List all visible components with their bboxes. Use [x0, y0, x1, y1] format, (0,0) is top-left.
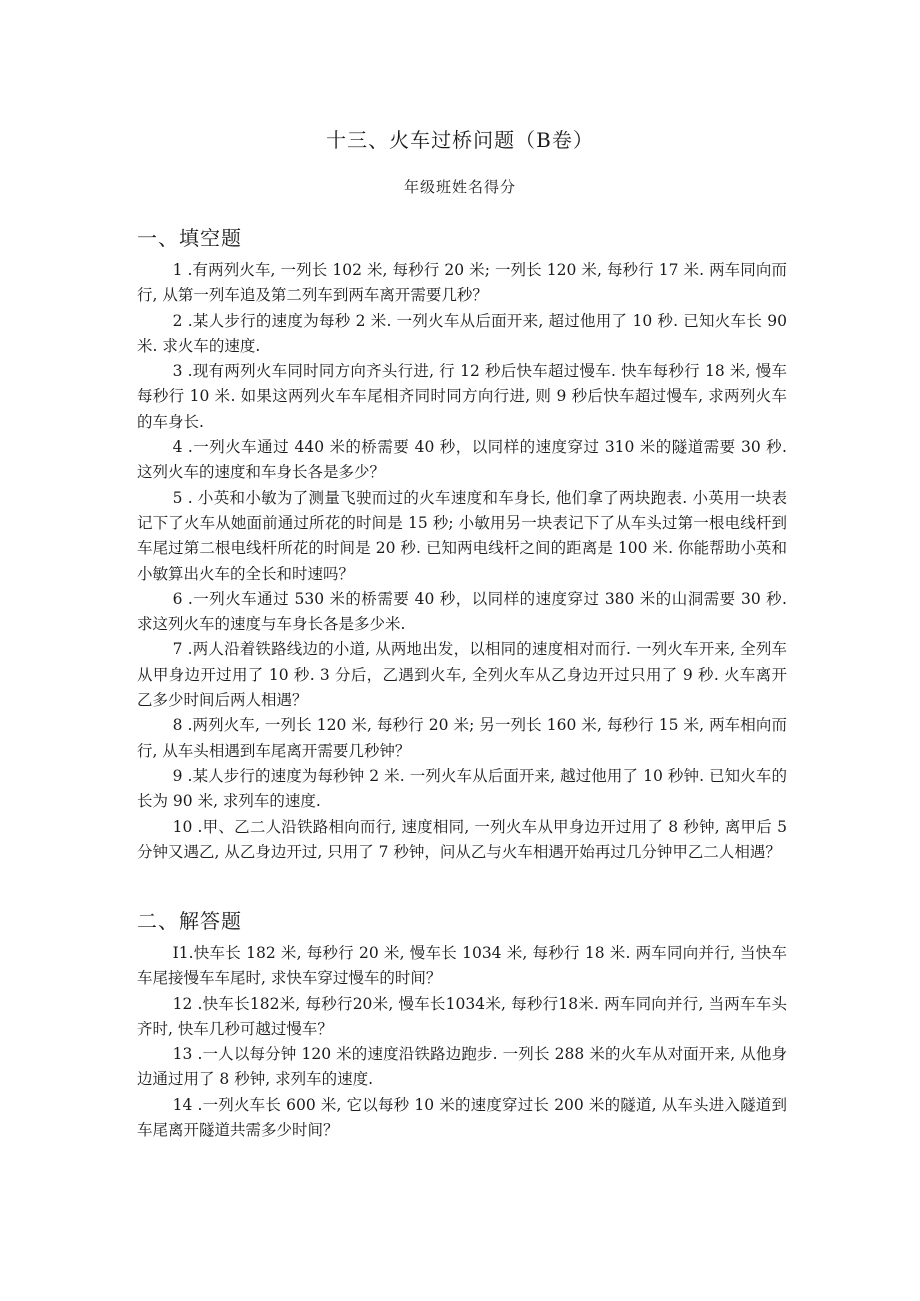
question-7: 7 .两人沿着铁路线边的小道, 从两地出发，以相同的速度相对而行. 一列火车开来, 全列车从甲身边开过用了 10 秒. 3 分后，乙遇到火车, 全列火车从乙身边开过只用了 9 秒. 火车离开乙多少时间后两人相遇？: [137, 640, 787, 710]
answer-question-list: [137, 941, 787, 1143]
question-2: 2 .某人步行的速度为每秒 2 米. 一列火车从后面开来, 超过他用了 10 秒. 已知火车长 90 米. 求火车的速度.: [137, 311, 787, 355]
page-title: 十三、火车过桥问题（B卷）: [326, 128, 594, 152]
question-5: 5 . 小英和小敏为了测量飞驶而过的火车速度和车身长, 他们拿了两块跑表. 小英用一块表记下了火车从她面前通过所花的时间是 15 秒; 小敏用另一块表记下了从车头过第一根电线杆到车尾过第二根电线杆所花的时间是 20 秒. 已知两电线杆之间的距离是 100 米. 你能帮助小英和小敏算出火车的全长和时速吗？: [137, 488, 787, 583]
question-3: 3 .现有两列火车同时同方向齐头行进, 行 12 秒后快车超过慢车. 快车每秒行 18 米, 慢车每秒行 10 米. 如果这两列火车车尾相齐同时同方向行进, 则 9 秒后快车超过慢车, 求两列火车的车身长.: [137, 362, 787, 431]
student-info-line: 年级班姓名得分: [403, 178, 516, 196]
question-12: 12 .快车长182米, 每秒行20米, 慢车长1034米, 每秒行18米. 两车同向并行, 当两车车头齐时, 快车几秒可越过慢车？: [137, 994, 787, 1038]
question-6: 6 .一列火车通过 530 米的桥需要 40 秒，以同样的速度穿过 380 米的山洞需要 30 秒. 求这列火车的速度与车身长各是多少米.: [137, 589, 787, 634]
question-4: 4 .一列火车通过 440 米的桥需要 40 秒，以同样的速度穿过 310 米的隧道需要 30 秒. 这列火车的速度和车身长各是多少？: [137, 438, 787, 482]
question-10: 10 .甲、乙二人沿铁路相向而行, 速度相同, 一列火车从甲身边开过用了 8 秒钟, 离甲后 5 分钟又遇乙, 从乙身边开过, 只用了 7 秒钟，问从乙与火车相遇开始再过几分钟甲乙二人相遇？: [137, 817, 787, 861]
section-heading-answer: 二、解答题: [137, 909, 242, 933]
question-13: 13 .一人以每分钟 120 米的速度沿铁路边跑步. 一列长 288 米的火车从对面开来, 从他身边通过用了 8 秒钟, 求列车的速度.: [137, 1045, 787, 1089]
question-1: 1 .有两列火车, 一列长 102 米, 每秒行 20 米; 一列长 120 米, 每秒行 17 米. 两车同向而行, 从第一列车追及第二列车到两车离开需要几秒？: [137, 261, 787, 305]
question-11: I1.快车长 182 米, 每秒行 20 米, 慢车长 1034 米, 每秒行 18 米. 两车同向并行, 当快车车尾接慢车车尾时, 求快车穿过慢车的时间？: [137, 944, 787, 988]
question-9: 9 .某人步行的速度为每秒钟 2 米. 一列火车从后面开来, 越过他用了 10 秒钟. 已知火车的长为 90 米, 求列车的速度.: [137, 766, 787, 811]
fill-in-question-list: [137, 258, 787, 865]
question-8: 8 .两列火车, 一列长 120 米, 每秒行 20 米; 另一列长 160 米, 每秒行 15 米, 两车相向而行, 从车头相遇到车尾离开需要几秒钟？: [137, 716, 787, 760]
question-14: 14 .一列火车长 600 米, 它以每秒 10 米的速度穿过长 200 米的隧道, 从车头进入隧道到车尾离开隧道共需多少时间？: [137, 1095, 787, 1140]
section-heading-fill-in: 一、填空题: [137, 226, 242, 250]
